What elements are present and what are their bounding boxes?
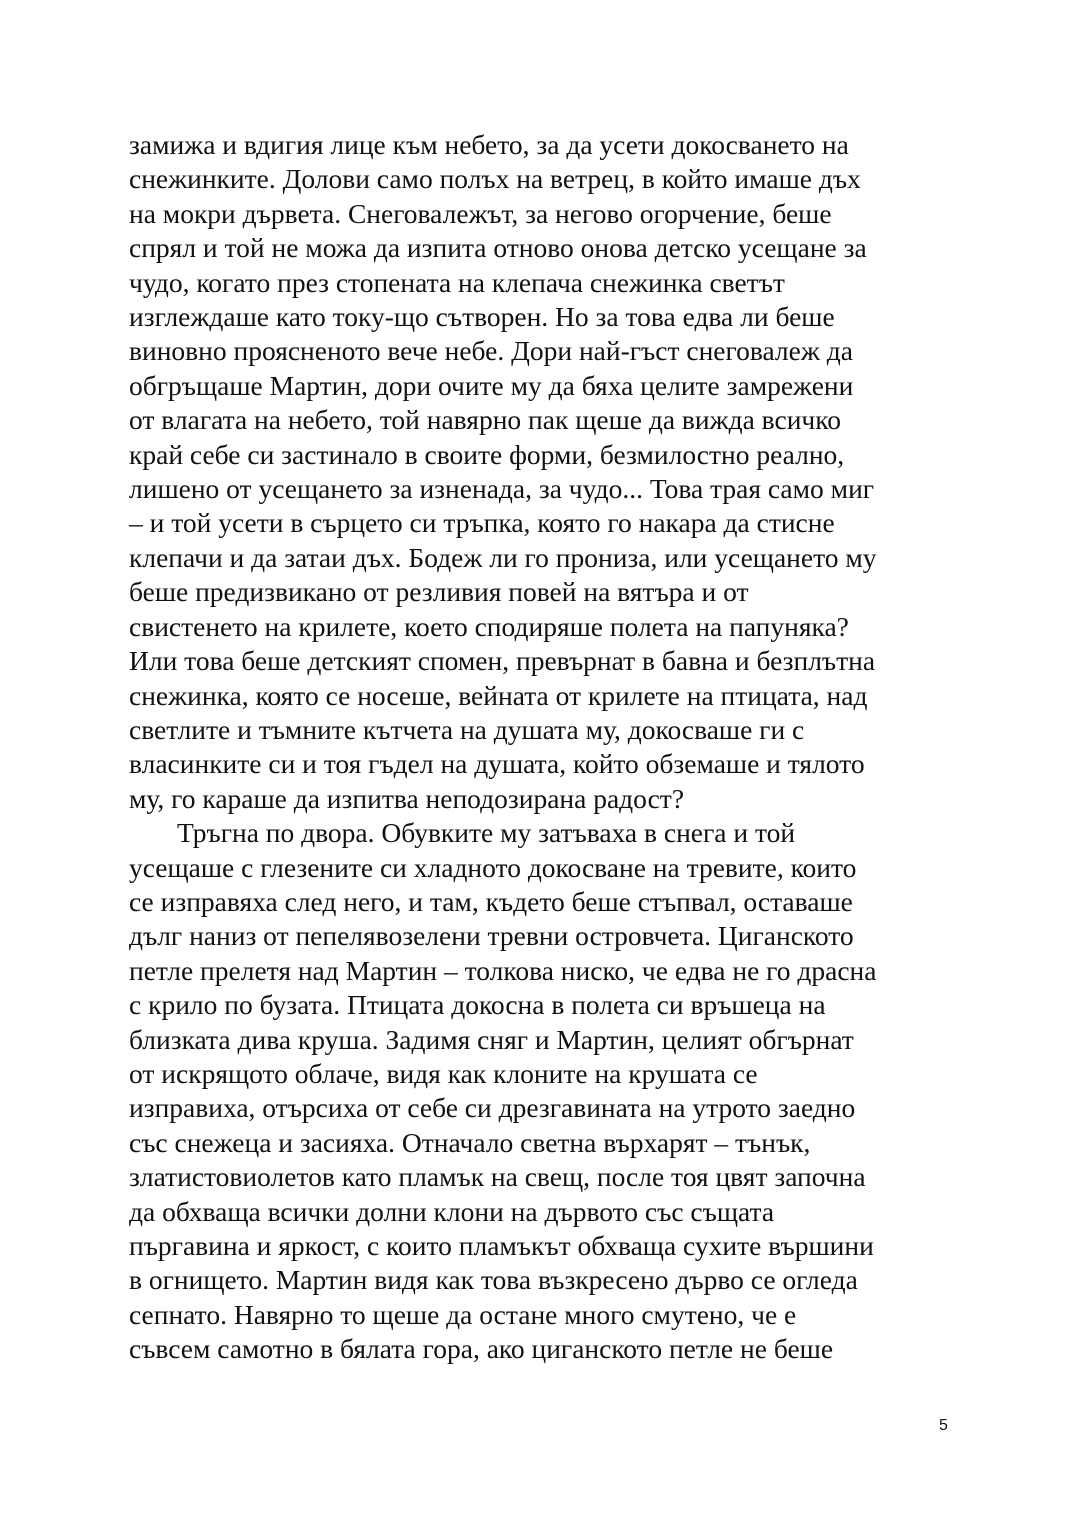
- text-line: съвсем самотно в бялата гора, ако циганското петле не беше: [129, 1333, 834, 1365]
- text-line: със снежеца и засияха. Отначало светна върхарят – тънък,: [129, 1126, 811, 1158]
- text-line: от искрящото облаче, видя как клоните на крушата се: [129, 1057, 758, 1089]
- text-line: петле прелетя над Мартин – толкова ниско, че едва не го драсна: [129, 954, 877, 986]
- text-line: да обхваща всички долни клони на дървото със същата: [129, 1195, 775, 1227]
- text-line: златистовиолетов като пламък на свещ, после тоя цвят започна: [129, 1161, 866, 1193]
- text-line: в огнището. Мартин видя как това възкресено дърво се огледа: [129, 1264, 858, 1296]
- text-line: с крило по бузата. Птицата докосна в полета си връшеца на: [129, 989, 826, 1021]
- paragraph-1: [129, 128, 969, 816]
- text-line: свистенето на крилете, което сподиряше полета на папуняка?: [129, 610, 849, 642]
- text-line: лишено от усещането за изненада, за чудо... Това трая само миг: [129, 473, 875, 505]
- text-line: сепнато. Навярно то щеше да остане много смутено, че е: [129, 1298, 797, 1330]
- text-line: край себе си застинало в своите форми, безмилостно реално,: [129, 438, 845, 470]
- body-text: [129, 128, 969, 1367]
- page-number: 5: [939, 1417, 948, 1434]
- text-line: се изправяха след него, и там, където беше стъпвал, оставаше: [129, 885, 853, 917]
- text-line: клепачи и да затаи дъх. Бодеж ли го прониза, или усещането му: [129, 541, 877, 573]
- text-line: Или това беше детският спомен, превърнат в бавна и безплътна: [129, 645, 876, 677]
- text-line: му, го караше да изпитва неподозирана радост?: [129, 782, 685, 814]
- text-line: снежинките. Долови само полъх на ветрец, в който имаше дъх: [129, 163, 861, 195]
- text-line: обгръщаше Мартин, дори очите му да бяха целите замрежени: [129, 369, 854, 401]
- text-line: власинките си и тоя гъдел на душата, който обземаше и тялото: [129, 748, 865, 780]
- text-line: спрял и той не можа да изпита отново онова детско усещане за: [129, 232, 867, 264]
- text-line: изглеждаше като току-що сътворен. Но за това едва ли беше: [129, 301, 835, 333]
- text-line: пъргавина и яркост, с които пламъкът обхваща сухите вършини: [129, 1230, 874, 1261]
- text-line: дълг наниз от пепелявозелени тревни островчета. Циганското: [129, 920, 854, 952]
- text-line: беше предизвикано от резливия повей на вятъра и от: [129, 576, 749, 608]
- text-line: чудо, когато през стопената на клепача снежинка светът: [129, 266, 785, 298]
- paragraph-2: [129, 816, 969, 1367]
- text-line: замижа и вдигия лице към небето, за да усети докосването на: [129, 129, 849, 160]
- text-line: усещаше с глезените си хладното докосване на тревите, които: [129, 851, 857, 883]
- text-line: – и той усети в сърцето си тръпка, която го накара да стисне: [129, 507, 835, 539]
- text-line: снежинка, която се носеше, вейната от крилете на птицата, над: [129, 679, 868, 711]
- text-line: на мокри дървета. Снеговалежът, за негово огорчение, беше: [129, 197, 832, 229]
- text-line: виновно проясненото вече небе. Дори най-гъст снеговалеж да: [129, 335, 853, 367]
- text-line: близката дива круша. Задимя сняг и Мартин, целият обгърнат: [129, 1023, 854, 1055]
- text-line: от влагата на небето, той навярно пак щеше да вижда всичко: [129, 404, 841, 436]
- text-line: Тръгна по двора. Обувките му затъваха в снега и той: [177, 817, 796, 849]
- text-line: изправиха, отърсиха от себе си дрезгавината на утрото заедно: [129, 1092, 856, 1124]
- text-line: светлите и тъмните кътчета на душата му, докосваше ги с: [129, 713, 805, 745]
